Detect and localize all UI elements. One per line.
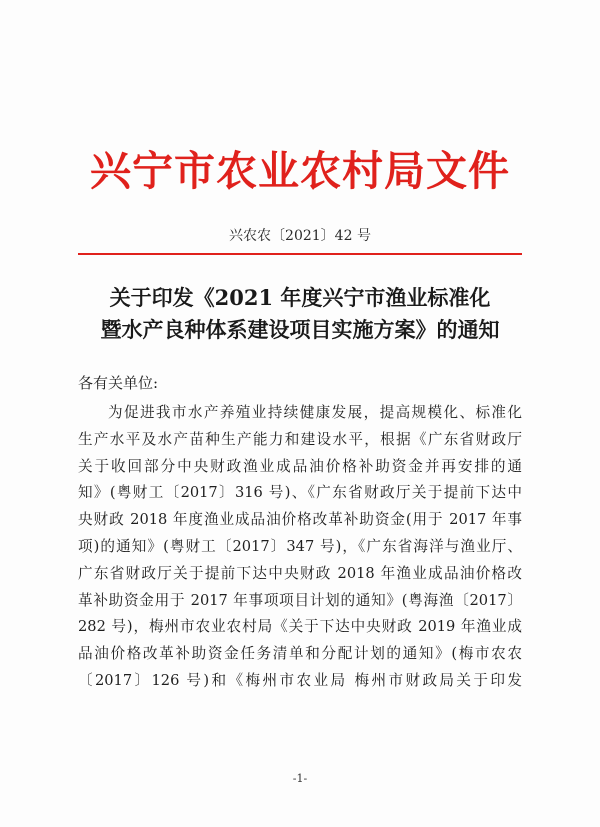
document-number: 兴农农〔2021〕42 号	[229, 228, 371, 244]
body-line: 广东省财政厅关于提前下达中央财政 2018 年渔业成品油价格改	[78, 564, 522, 582]
body-line: 〔2017〕126 号)和《梅州市农业局 梅州市财政局关于印发	[78, 671, 522, 689]
notice-title-line-2: 暨水产良种体系建设项目实施方案》的通知	[100, 317, 500, 342]
body-line: 为促进我市水产养殖业持续健康发展，提高规模化、标准化	[108, 404, 522, 421]
notice-title-line-1: 关于印发《2021 年度兴宁市渔业标准化	[109, 285, 491, 310]
body-line: 央财政 2018 年度渔业成品油价格改革补助资金(用于 2017 年事	[78, 511, 522, 529]
body-line: 知》(粤财工〔2017〕316 号)、《广东省财政厅关于提前下达中	[78, 484, 522, 502]
page-number: -1-	[292, 772, 308, 785]
notice-title	[0, 282, 600, 346]
red-divider-line	[78, 253, 522, 255]
body-text	[78, 400, 522, 695]
body-line: 生产水平及水产苗种生产能力和建设水平，根据《广东省财政厅	[78, 430, 522, 448]
body-line: 革补助资金用于 2017 年事项项目计划的通知》(粤海渔〔2017〕	[78, 591, 522, 609]
issuer-header: 兴宁市农业农村局文件	[90, 147, 510, 195]
body-line: 282 号)，梅州市农业农村局《关于下达中央财政 2019 年渔业成	[78, 618, 522, 636]
body-line: 品油价格改革补助资金任务清单和分配计划的通知》(梅市农农	[78, 645, 522, 663]
salutation: 各有关单位:	[78, 374, 159, 392]
body-line: 关于收回部分中央财政渔业成品油价格补助资金并再安排的通	[78, 457, 522, 475]
body-line: 项)的通知》(粤财工〔2017〕347 号)，《广东省海洋与渔业厅、	[78, 537, 522, 555]
